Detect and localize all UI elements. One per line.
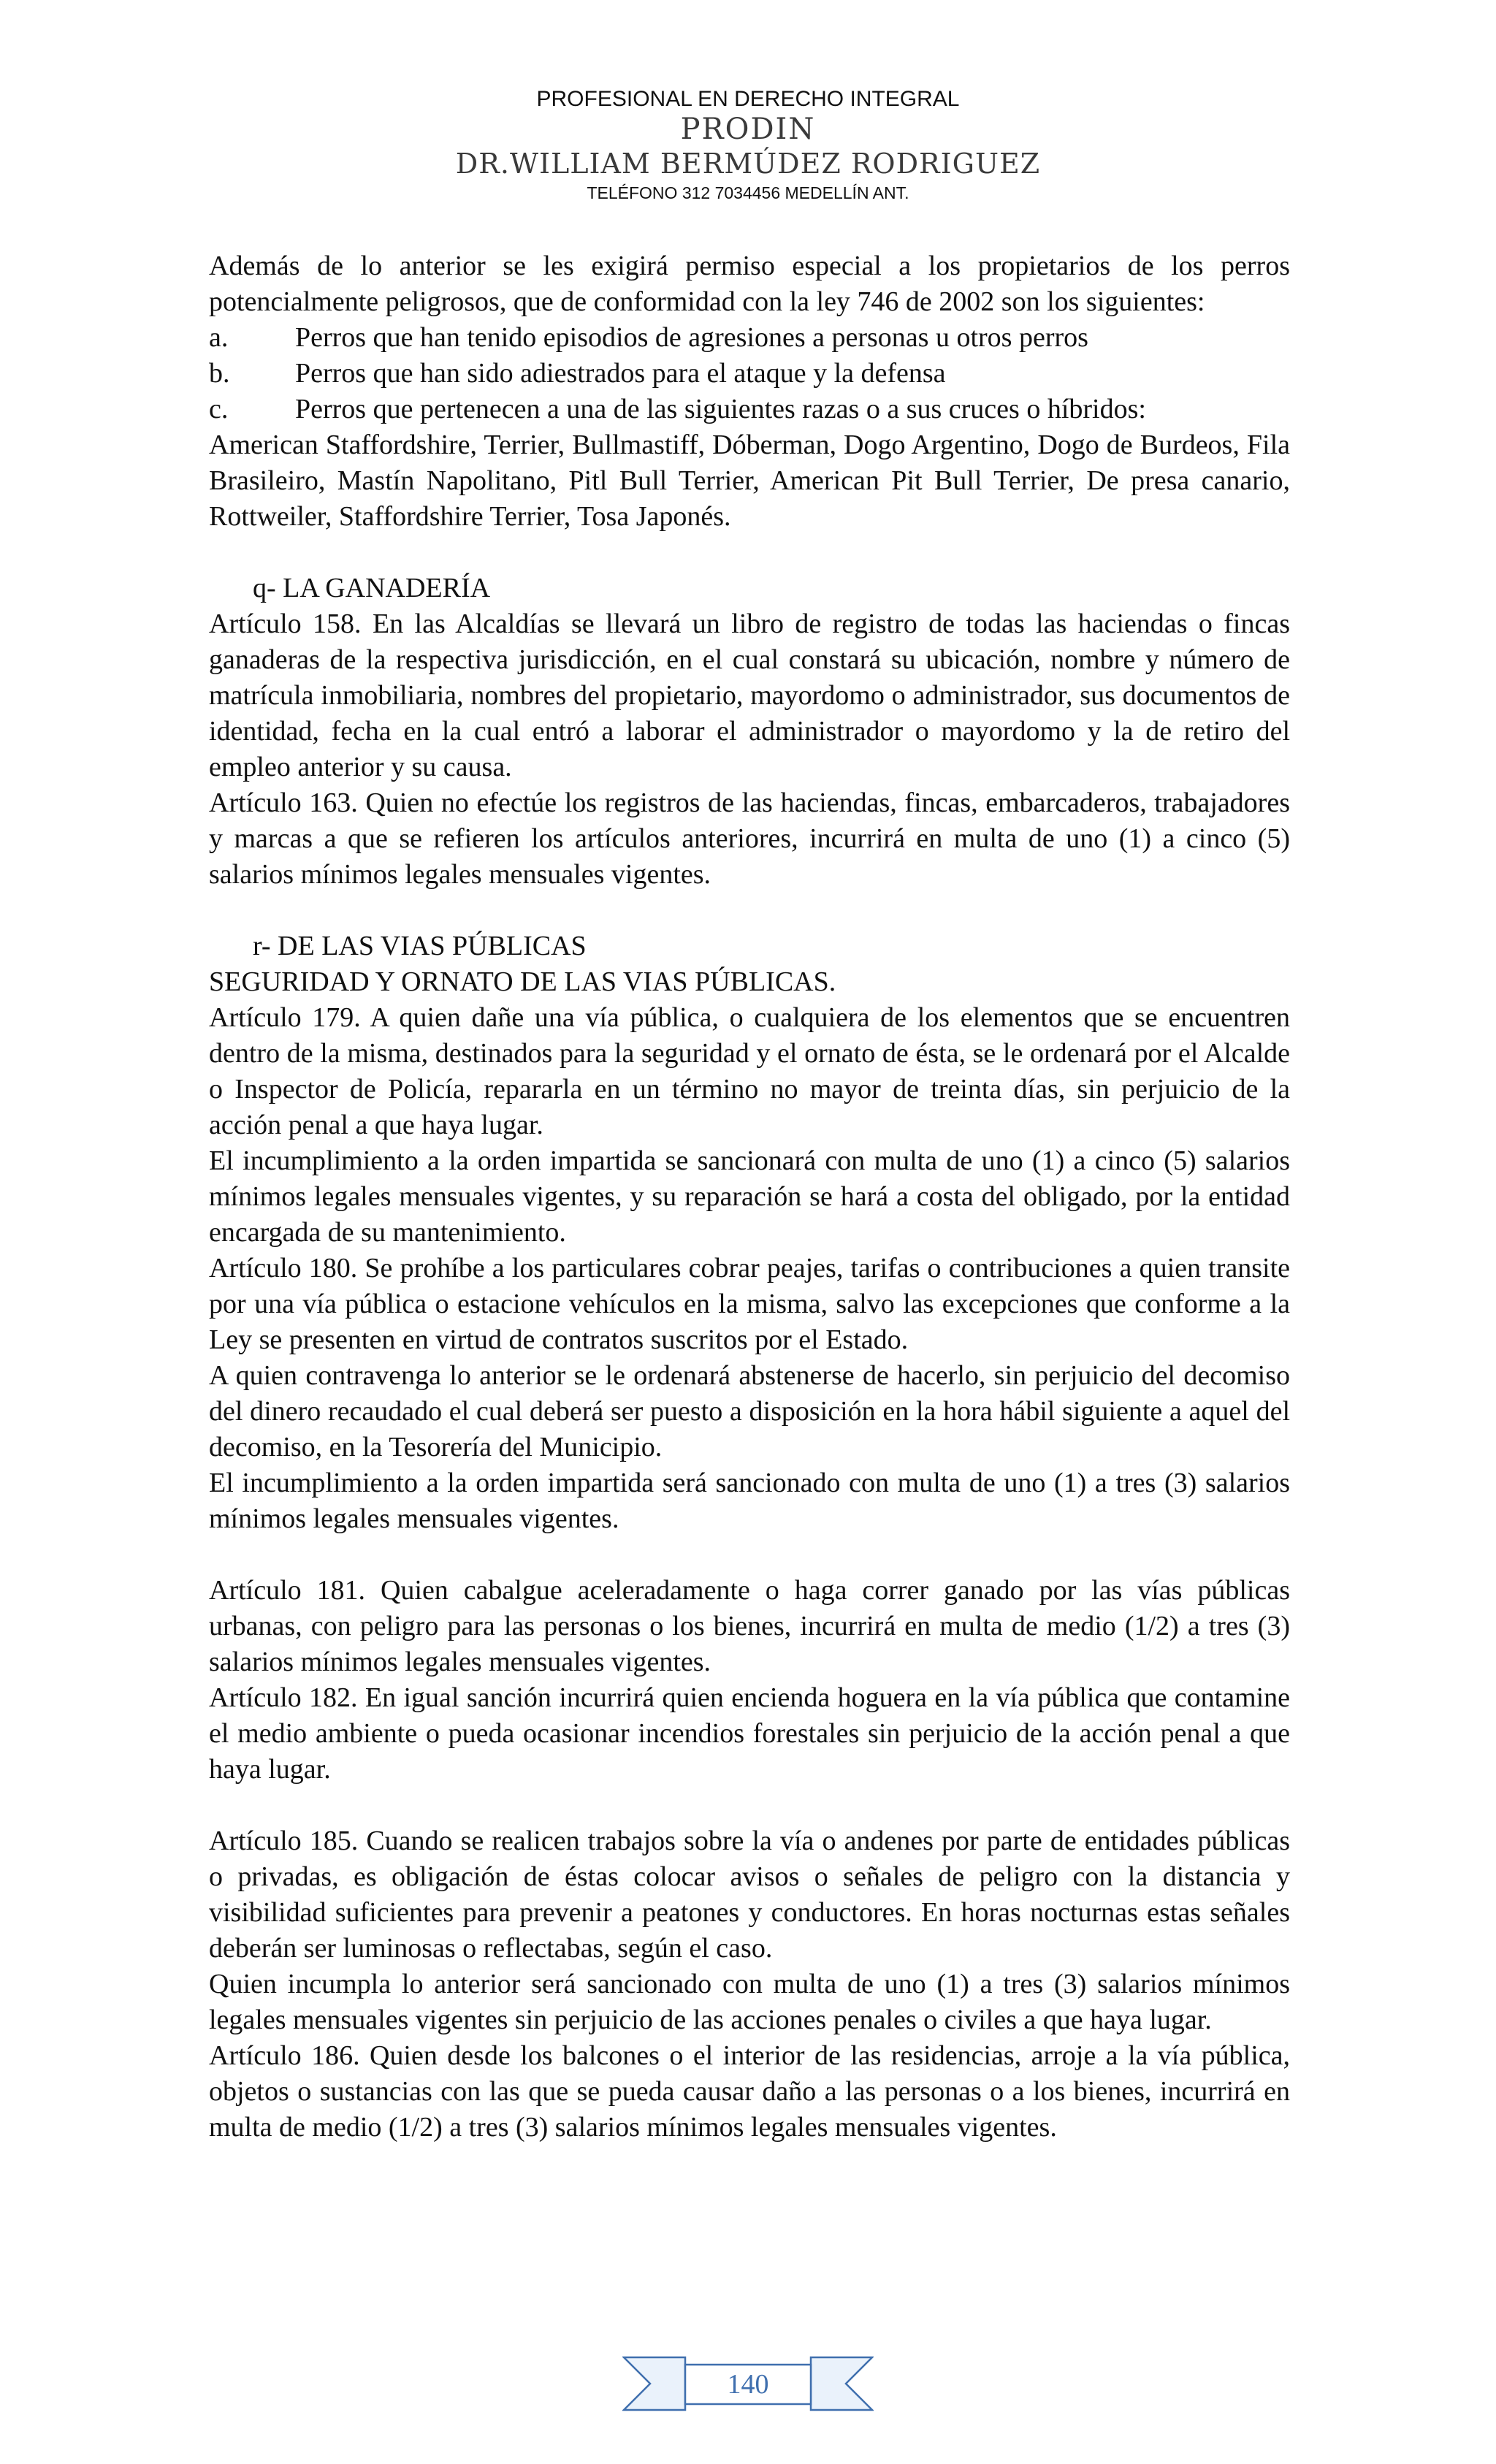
document-body	[209, 248, 1290, 2145]
article-180-order: A quien contravenga lo anterior se le ordenará abstenerse de hacerlo, sin perjuicio del decomiso del dinero recaudado el cual deberá ser puesto a disposición en la hora hábil siguiente a aquel del decomiso, en la Tesorería del Municipio.	[209, 1360, 1290, 1462]
article-186: Artículo 186. Quien desde los balcones o el interior de las residencias, arroje a la vía pública, objetos o sustancias con las que se pueda causar daño a las personas o a los bienes, incurrirá en multa de medio (1/2) a tres (3) salarios mínimos legales mensuales vigentes.	[209, 2040, 1290, 2143]
article-158: Artículo 158. En las Alcaldías se llevará un libro de registro de todas las haciendas o fincas ganaderas de la respectiva jurisdicción, en el cual constará su ubicación, nombre y número de matrícula inmobiliaria, nombres del propietario, mayordomo o administrador, sus documentos de identidad, fecha en la cual entró a laborar el administrador o mayordomo y la de retiro del empleo anterior y su causa.	[209, 609, 1290, 782]
intro-paragraph: Además de lo anterior se les exigirá permiso especial a los propietarios de los perros potencialmente peligrosos, que de conformidad con la ley 746 de 2002 son los siguientes:	[209, 251, 1290, 317]
list-item-text: Perros que han sido adiestrados para el ataque y la defensa	[295, 358, 946, 389]
subsection-heading: SEGURIDAD Y ORNATO DE LAS VIAS PÚBLICAS.	[209, 966, 836, 997]
header-brand: PRODIN	[680, 112, 816, 146]
article-185-sanction: Quien incumpla lo anterior será sancionado con multa de uno (1) a tres (3) salarios mínimos legales mensuales vigentes sin perjuicio de las acciones penales o civiles a que haya lugar.	[209, 1969, 1290, 2035]
article-179-sanction: El incumplimiento a la orden impartida se sancionará con multa de uno (1) a cinco (5) salarios mínimos legales mensuales vigentes, y su reparación se hará a costa del obligado, por la entidad encargada de su mantenimiento.	[209, 1145, 1290, 1248]
spacer	[209, 535, 1290, 571]
page-number: 140	[727, 2369, 769, 2400]
breeds-paragraph: American Staffordshire, Terrier, Bullmastiff, Dóberman, Dogo Argentino, Dogo de Burdeos, Fila Brasileiro, Mastín Napolitano, Pitl Bull Terrier, American Pit Bull Terrier, De presa canario, Rottweiler, Staffordshire Terrier, Tosa Japonés.	[209, 430, 1290, 532]
list-item	[209, 356, 1290, 392]
section-heading-r: r- DE LAS VIAS PÚBLICAS	[253, 931, 587, 961]
list-item-label: c.	[209, 394, 229, 424]
article-179: Artículo 179. A quien dañe una vía pública, o cualquiera de los elementos que se encuentren dentro de la misma, destinados para la seguridad y el ornato de ésta, se le ordenará por el Alcalde o Inspector de Policía, repararla en un término no mayor de treinta días, sin perjuicio de la acción penal a que haya lugar.	[209, 1002, 1290, 1140]
list-item	[209, 320, 1290, 356]
spacer	[209, 893, 1290, 928]
list-item-text: Perros que han tenido episodios de agresiones a personas u otros perros	[295, 322, 1088, 353]
article-185: Artículo 185. Cuando se realicen trabajos sobre la vía o andenes por parte de entidades públicas o privadas, es obligación de éstas colocar avisos o señales de peligro con la distancia y visibilidad suficientes para prevenir a peatones y conductores. En horas nocturnas estas señales deberán ser luminosas o reflectabas, según el caso.	[209, 1826, 1290, 1964]
article-181: Artículo 181. Quien cabalgue aceleradamente o haga correr ganado por las vías públicas urbanas, con peligro para las personas o los bienes, incurrirá en multa de medio (1/2) a tres (3) salarios mínimos legales mensuales vigentes.	[209, 1575, 1290, 1677]
header-firm: PROFESIONAL EN DERECHO INTEGRAL	[536, 87, 960, 111]
list-item-text: Perros que pertenecen a una de las siguientes razas o a sus cruces o híbridos:	[295, 394, 1146, 424]
article-180-sanction: El incumplimiento a la orden impartida será sancionado con multa de uno (1) a tres (3) salarios mínimos legales mensuales vigentes.	[209, 1468, 1290, 1534]
page-footer	[622, 2346, 874, 2422]
page-header	[0, 86, 1496, 205]
list-item	[209, 392, 1290, 427]
section-heading-q: q- LA GANADERÍA	[253, 573, 491, 603]
article-163: Artículo 163. Quien no efectúe los registros de las haciendas, fincas, embarcaderos, trabajadores y marcas a que se refieren los artículos anteriores, incurrirá en multa de uno (1) a cinco (5) salarios mínimos legales mensuales vigentes.	[209, 787, 1290, 890]
article-180: Artículo 180. Se prohíbe a los particulares cobrar peajes, tarifas o contribuciones a quien transite por una vía pública o estacione vehículos en la misma, salvo las excepciones que conforme a la Ley se presenten en virtud de contratos suscritos por el Estado.	[209, 1253, 1290, 1355]
spacer	[209, 1788, 1290, 1823]
list-item-label: b.	[209, 358, 230, 389]
header-phone: TELÉFONO 312 7034456 MEDELLÍN ANT.	[587, 183, 909, 202]
spacer	[209, 1537, 1290, 1573]
list-item-label: a.	[209, 322, 229, 353]
header-name: DR.WILLIAM BERMÚDEZ RODRIGUEZ	[455, 148, 1041, 180]
article-182: Artículo 182. En igual sanción incurrirá quien encienda hoguera en la vía pública que contamine el medio ambiente o pueda ocasionar incendios forestales sin perjuicio de la acción penal a que haya lugar.	[209, 1682, 1290, 1785]
